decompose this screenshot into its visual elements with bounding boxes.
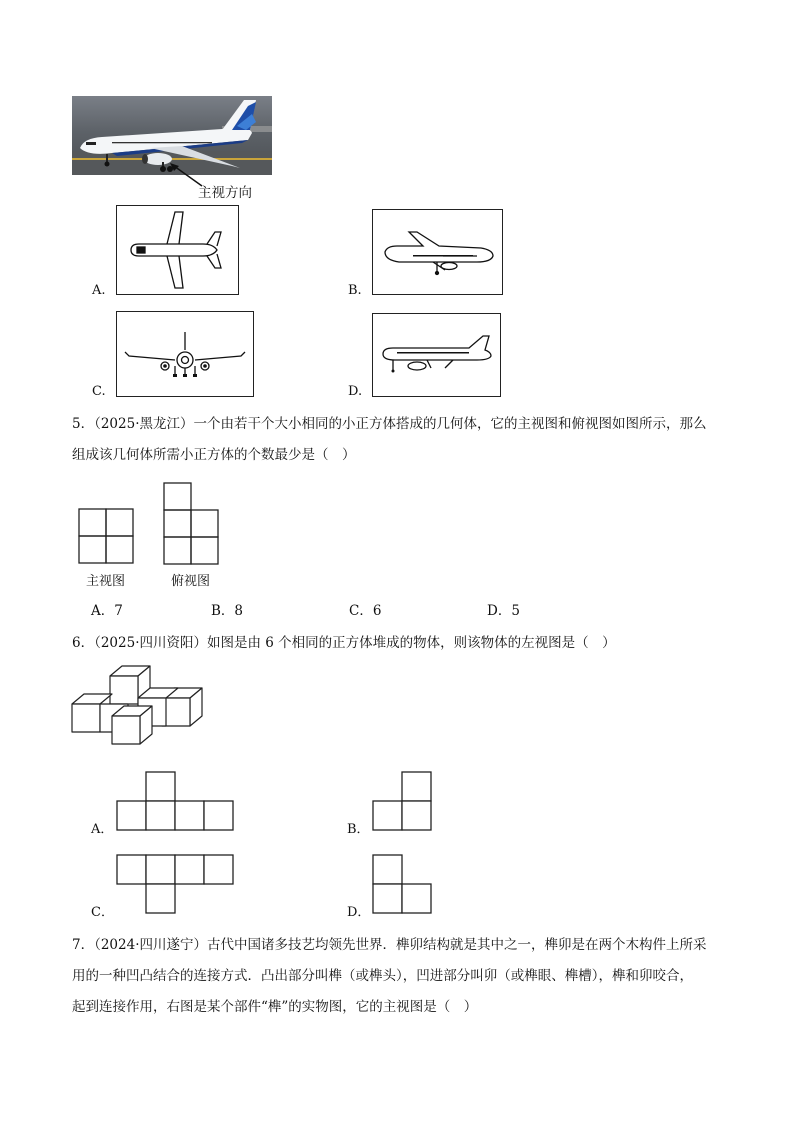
- q5-choice-d[interactable]: D．5: [487, 603, 520, 619]
- q7-stem-line-3: 起到连接作用，右图是某个部件“榫”的实物图，它的主视图是（ ）: [72, 999, 478, 1015]
- option-d-letter: D.: [348, 384, 363, 399]
- airplane-side-view-left-nose-icon: [373, 210, 502, 294]
- q7-stem-line-1: 7．（2024·四川遂宁）古代中国诸多技艺均领先世界．榫卯结构就是其中之一，榫卯是在两个木构件上所采: [72, 937, 707, 953]
- photo-caption: 主视方向: [198, 185, 252, 201]
- q6-option-d-letter: D．: [347, 905, 371, 920]
- option-d-box[interactable]: [372, 313, 501, 397]
- q6-option-c-figure[interactable]: [116, 854, 238, 915]
- q5-stem-line-1: 5．（2025·黑龙江）一个由若干个大小相同的小正方体搭成的几何体，它的主视图和俯视图如图所示，那么: [72, 416, 707, 432]
- option-a-box[interactable]: [116, 205, 239, 295]
- option-b-box[interactable]: [372, 209, 503, 295]
- q5-front-view-label: 主视图: [86, 574, 126, 589]
- q5-choice-b[interactable]: B．8: [211, 603, 244, 619]
- q6-cube-stack-figure: [70, 664, 206, 748]
- option-a-letter: A.: [92, 283, 106, 298]
- q5-front-view-figure: [78, 508, 136, 564]
- option-b-letter: B.: [348, 283, 362, 298]
- q6-option-d-figure[interactable]: [372, 854, 434, 915]
- option-c-box[interactable]: [116, 311, 254, 397]
- q6-stem-line-1: 6．（2025·四川资阳）如图是由 6 个相同的正方体堆成的物体，则该物体的左视图是（ ）: [72, 635, 616, 651]
- q7-stem-line-2: 用的一种凹凸结合的连接方式．凸出部分叫榫（或榫头），凹进部分叫卯（或榫眼、榫槽），榫和卯咬合，: [72, 968, 693, 984]
- airplane-side-view-right-nose-icon: [373, 314, 500, 396]
- airplane-front-view-icon: [117, 312, 253, 396]
- q5-top-view-label: 俯视图: [171, 574, 211, 589]
- q6-option-b-figure[interactable]: [372, 771, 434, 832]
- q6-option-a-figure[interactable]: [116, 771, 238, 832]
- q6-option-a-letter: A．: [91, 822, 114, 837]
- q5-top-view-figure: [163, 482, 221, 565]
- q6-option-c-letter: C．: [91, 905, 114, 920]
- q5-stem-line-2: 组成该几何体所需小正方体的个数最少是（ ）: [72, 447, 356, 463]
- q5-choice-a[interactable]: A．7: [91, 603, 123, 619]
- airplane-top-view-icon: [117, 206, 238, 294]
- q5-choice-c[interactable]: C．6: [349, 603, 382, 619]
- q6-option-b-letter: B．: [347, 822, 370, 837]
- option-c-letter: C.: [92, 384, 106, 399]
